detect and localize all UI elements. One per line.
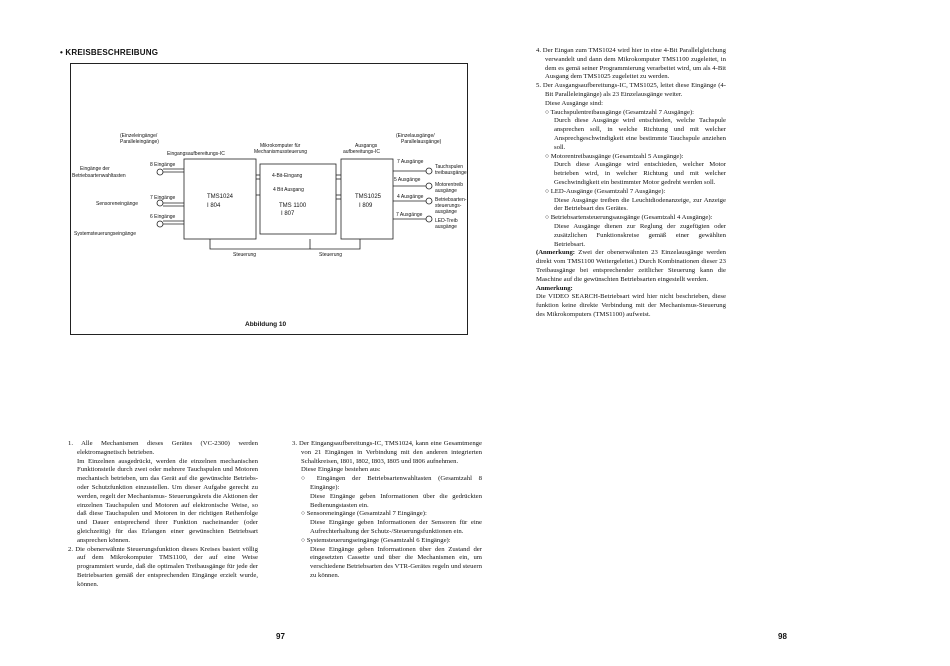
steuerung-label-1: Steuerung	[233, 252, 257, 258]
eingaenge-der-1: Eingänge der	[80, 166, 110, 172]
out-7a-label: 7 Ausgänge	[397, 159, 424, 165]
out-5-label: 5 Ausgänge	[394, 177, 421, 183]
mid-para-7: ○ Systemsteuerungseingänge (Gesamtzahl 6 Eingänge):	[301, 536, 451, 544]
right-para-14: Die VIDEO SEARCH-Betriebsart wird hier nicht beschrieben, diese funktion keine direkte Verbindung mit der Mechanismus-Steuerung des Mikrokomputers (TMS1100) aufweist.	[536, 293, 726, 318]
mid-para-1: 3. Der Eingangsaufbereitungs-IC, TMS1024, kann eine Gesamtmenge von 21 Eingängen in Verbindung mit den anderen integrierten Schaltkreisen, I801, I802, I803, I805 und I806 aufnehmen.	[292, 440, 482, 465]
right-column	[536, 47, 726, 320]
right-para-1: 4. Der Eingan zum TMS1024 wird hier in eine 4-Bit Parallelgleichung verwandelt und dann dem Mikrokomputer TMS1100 zugeleitet, in dem es gemä seiner Programmierung verarbeitet wird, um als 4-Bit Ausgang dem TMS1025 zugeleitet zu werden.	[536, 47, 726, 81]
right-para-7: Durch diese Ausgänge wird entschieden, welcher Motor betrieben wird, in welcher Richtung und mit welcher Geschwindigkeit ein bestimmter Motor gedreht werden soll.	[554, 161, 726, 186]
betrieb-label-1: Betriebsarten-	[435, 197, 467, 203]
mid-para-5: ○ Sensoreneingänge (Gesamtzahl 7 Eingänge):	[301, 510, 427, 518]
mid-para-6: Diese Eingänge geben Informationen der Sensoren für eine Aufrechterhaltung der Schutz-/Steuerungsfunktionen ein.	[310, 519, 482, 535]
chip1-name: TMS1024	[207, 194, 234, 200]
mid-para-2: Diese Eingänge bestehen aus:	[301, 466, 381, 474]
output-prep-label-1: Ausgangs	[355, 143, 378, 149]
middle-column	[292, 440, 482, 581]
right-para-8: ○ LED-Ausgänge (Gesamtzahl 7 Ausgänge):	[545, 187, 666, 195]
right-para-10: ○ Betriebsartensteuerungsausgänge (Gesamtzahl 4 Ausgänge):	[545, 214, 713, 222]
in-8-label: 8 Eingänge	[150, 162, 176, 168]
anmerkung-2-label: Anmerkung:	[536, 284, 573, 292]
in-7-label: 7 Eingänge	[150, 195, 176, 201]
left-group-label-1: (Einzeleingänge/	[120, 133, 158, 139]
right-para-2: 5. Der Ausgangsaufbereitungs-IC, TMS1025, leitet diese Eingänge (4-Bit Paralleleingänge) als 23 Einzelausgänge weiter.	[536, 82, 726, 98]
out-4-label: 4 Ausgänge	[397, 194, 424, 200]
sensor-inputs-label: Sensoreneingänge	[96, 201, 138, 207]
led-label-2: ausgänge	[435, 224, 457, 230]
page-number-97: 97	[276, 632, 285, 641]
block-diagram	[70, 63, 468, 335]
left-para-2: Im Einzelnen ausgedrückt, werden die einzelnen mechanischen Funktionsteile durch zwei oder mehrere Tauchspulen und Motoren mechanisch betrieben, um das Gerät auf die gewünschte Betriebs- oder Schutzfunktion einzustellen. Um dieser Aufgabe gerecht zu werden, regelt der Mechanismus- Steuerungskreis die Aktionen der einzelnen Tauchspulen und Motoren auf elektronische Weise, so daß diese Tauchspulen und Motoren in der richtigen Reihenfolge und Dauer entsprechend ihrer Funktion nacheinander (oder gleichzeitig) für das Erlangen einer gewünschten Betriebsart ansprechen können.	[77, 457, 258, 544]
anmerkung-1-text: Zwei der obenerwähnten 23 Einzelausgänge werden direkt vom TMS1100 Weitergeleitet.) Durch Kombinationen dieser 23 Treibausgänge bei entsprechender zeitlicher Steuerung kann die Maschine auf die gewünschten Betriebsarten eingestellt werden.	[536, 249, 727, 283]
out-7b-label: 7 Ausgänge	[396, 212, 423, 218]
chip1-code: I 804	[207, 203, 221, 209]
mid-para-4: Diese Eingänge geben Informationen über die gedrückten Bedienungstasten ein.	[310, 492, 482, 509]
in-6-label: 6 Eingänge	[150, 214, 176, 220]
led-label-1: LED-Treib	[435, 218, 458, 224]
output-prep-label-2: aufbereitungs-IC	[343, 149, 380, 155]
chip2-name: TMS 1100	[279, 203, 307, 209]
figure-caption: Abbildung 10	[245, 321, 287, 328]
right-para-11: Diese Ausgänge dienen zur Reglung der zugefügten oder zusätzlichen Funktionskreise gemäß einer gewählten Betriebsart.	[554, 222, 726, 248]
steuerung-label-2: Steuerung	[319, 252, 343, 258]
left-group-label-2: Paralleleingänge)	[120, 139, 159, 145]
right-para-9: Diese Ausgänge treiben die Leuchtdiodenanzeige, zur Anzeige der Betriebsart des Gerätes.	[554, 196, 726, 213]
eingaenge-der-2-visible: Betriebsartenwahltasten	[72, 173, 126, 179]
system-inputs-label: Systemsteuerungseingänge	[74, 231, 136, 237]
right-para-4: ○ Tauchspulentreibausgänge (Gesamtzahl 7 Ausgänge):	[545, 108, 695, 116]
right-para-3: Diese Ausgänge sind:	[545, 99, 603, 107]
right-para-6: ○ Motorentreibausgänge (Gesamtzahl 5 Ausgänge):	[545, 152, 684, 160]
left-column	[68, 440, 258, 590]
left-para-3: 2. Die obenerwähnte Steuerungsfunktion dieses Kreises basiert völlig auf dem Mikrokomputer TMS1100, der auf eine Weise programmiert wurde, daß die optimalen Treibausgänge für jede der Betriebsarten gemäß der entsprechenden Eingänge erzielt wurde, können.	[68, 545, 258, 588]
right-group-label-1: (Einzelausgänge/	[396, 133, 435, 139]
chip3-name: TMS1025	[355, 194, 382, 200]
micro-label-1: Mikrokomputer für	[260, 143, 301, 149]
motor-label-2: ausgänge	[435, 188, 457, 194]
mid-para-3: ○ Eingängen der Betriebsartenwahltasten (Gesamtzahl 8 Eingänge):	[301, 475, 482, 491]
betrieb-label-2: steuerungs-	[435, 203, 462, 209]
betrieb-label-3: ausgänge	[435, 209, 457, 215]
bus-4bit-out: 4 Bit Ausgang	[273, 187, 304, 193]
anmerkung-1-label: (Anmerkung:	[536, 249, 576, 257]
chip3-code: I 809	[359, 203, 373, 209]
chip2-code: I 807	[281, 211, 295, 217]
right-para-13	[536, 285, 726, 294]
input-prep-label: Eingangsaufbereitungs-IC	[167, 151, 225, 157]
page-number-98: 98	[778, 632, 787, 641]
motor-label-1: Motorentreib	[435, 182, 464, 188]
right-para-12	[536, 249, 726, 284]
bus-4bit-in: 4-Bit-Eingang	[272, 173, 303, 179]
right-para-5: Durch diese Ausgänge wird entschieden, welche Tachspule ansprechen soll, in welche Richtung und mit welcher Ansprechgeschwindigkeit eine bestimmte Tauchspule anziehen soll.	[554, 117, 726, 151]
section-heading: • KREISBESCHREIBUNG	[60, 48, 159, 57]
tauchspulen-label-2: treibausgänge	[435, 170, 467, 176]
mid-para-8: Diese Eingänge geben Informationen über den Zustand der eingesetzten Cassette und über die Mechanismen ein, um verschiedene Betriebsarten des VTR-Gerätes regeln und steuern zu können.	[310, 545, 482, 579]
tauchspulen-label-1: Tauchspulen	[435, 164, 464, 170]
right-group-label-2: Parallelausgänge)	[401, 139, 442, 145]
left-para-1: 1. Alle Mechanismen dieses Gerätes (VC-2300) werden elektromagnetisch betrieben.	[68, 440, 258, 456]
micro-label-2: Mechanismussteuerung	[254, 149, 308, 155]
